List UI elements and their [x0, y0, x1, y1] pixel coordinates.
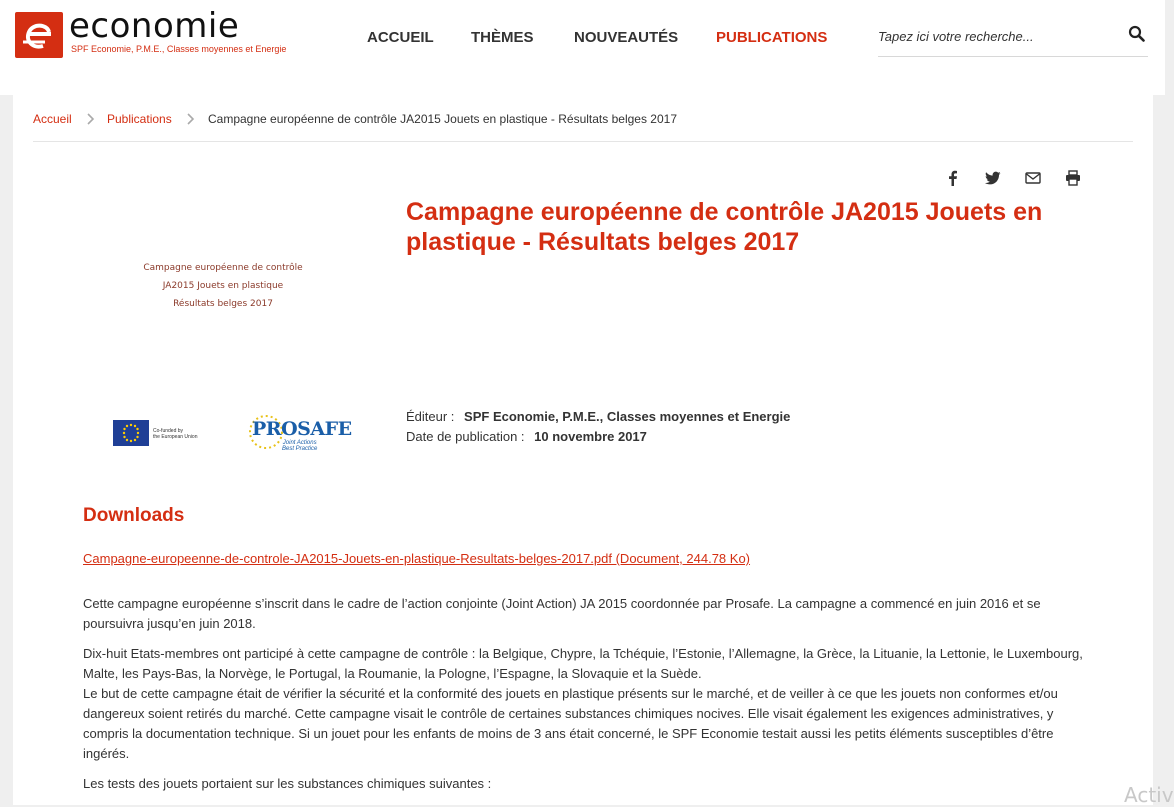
- cover-line: JA2015 Jouets en plastique: [162, 281, 284, 291]
- email-icon[interactable]: [1025, 170, 1041, 186]
- search-bar: [878, 20, 1148, 57]
- nav-publications[interactable]: PUBLICATIONS: [716, 29, 828, 46]
- editor-row: [406, 408, 790, 426]
- site-logo[interactable]: [15, 6, 287, 60]
- chevron-right-icon: [187, 112, 195, 126]
- content-panel: [13, 95, 1153, 805]
- logo-subtitle: SPF Economie, P.M.E., Classes moyennes et Energie: [71, 44, 287, 54]
- facebook-icon[interactable]: [945, 170, 961, 186]
- publication-cover-image: [103, 255, 353, 460]
- nav-nouveautes[interactable]: NOUVEAUTÉS: [574, 29, 679, 46]
- page-gutter: [1153, 95, 1165, 805]
- activation-watermark: Activ: [1124, 783, 1174, 807]
- eu-flag-icon: [113, 420, 149, 446]
- site-header: [0, 0, 1165, 95]
- breadcrumb: [33, 95, 1133, 142]
- search-input[interactable]: [878, 23, 1118, 49]
- search-icon[interactable]: [1128, 25, 1146, 43]
- breadcrumb-publications[interactable]: Publications: [107, 112, 172, 126]
- cover-line: Campagne européenne de contrôle: [143, 263, 303, 273]
- chevron-right-icon: [87, 112, 95, 126]
- page-title: Campagne européenne de contrôle JA2015 Jouets en plastique - Résultats belges 2017: [406, 198, 1043, 256]
- date-value: 10 novembre 2017: [534, 429, 647, 444]
- body-paragraph: Dix-huit Etats-membres ont participé à cette campagne de contrôle : la Belgique, Chypre, la Tchéquie, l’Estonie, l’Allemagne, la Grèce, la Lituanie, la Lettonie, le Luxembourg, Malte, les Pays-Bas, la Norvège, le Portugal, la Roumanie, la Pologne, l’Espagne, la Slovaquie et la Suède.: [83, 646, 1083, 681]
- date-row: [406, 428, 647, 446]
- date-label: Date de publication :: [406, 429, 525, 444]
- economie-logo-icon: [15, 12, 63, 58]
- prosafe-wordmark: PROSAFE: [252, 418, 352, 440]
- breadcrumb-accueil[interactable]: Accueil: [33, 112, 72, 126]
- editor-label: Éditeur :: [406, 409, 455, 424]
- downloads-heading: Downloads: [83, 505, 185, 526]
- logo-word: economie: [69, 6, 240, 46]
- pdf-download-link[interactable]: Campagne-europeenne-de-controle-JA2015-Jouets-en-plastique-Resultats-belges-2017.pdf (Document, 244.78 Ko): [83, 551, 751, 566]
- prosafe-logo: [248, 412, 352, 454]
- editor-value: SPF Economie, P.M.E., Classes moyennes et Energie: [464, 409, 791, 424]
- nav-accueil[interactable]: ACCUEIL: [367, 29, 434, 46]
- prosafe-tagline: Joint Actions Best Practice: [282, 440, 318, 452]
- breadcrumb-current: Campagne européenne de contrôle JA2015 Jouets en plastique - Résultats belges 2017: [208, 112, 677, 126]
- body-paragraph: Le but de cette campagne était de vérifier la sécurité et la conformité des jouets en plastique présents sur le marché, et de veiller à ce que les jouets non conformes et/ou dangereux soient retirés du marché. Cette campagne visait le contrôle de certaines substances chimiques nocives. Elle visait également les exigences administratives, y compris la documentation technique. Si un jouet pour les enfants de moins de 3 ans était concerné, le SPF Economie testait aussi les petits éléments susceptibles d’être ingérés.: [83, 686, 1058, 761]
- eu-cofunded-text: Co-funded by the European Union: [153, 428, 198, 440]
- twitter-icon[interactable]: [985, 170, 1001, 186]
- body-paragraph: Les tests des jouets portaient sur les substances chimiques suivantes :: [83, 776, 492, 791]
- body-paragraph: Cette campagne européenne s’inscrit dans le cadre de l’action conjointe (Joint Action) JA 2015 coordonnée par Prosafe. La campagne a commencé en juin 2016 et se poursuivra jusqu’en juin 2018.: [83, 596, 1041, 631]
- cover-line: Résultats belges 2017: [173, 299, 273, 309]
- nav-themes[interactable]: THÈMES: [471, 29, 534, 46]
- print-icon[interactable]: [1065, 170, 1081, 186]
